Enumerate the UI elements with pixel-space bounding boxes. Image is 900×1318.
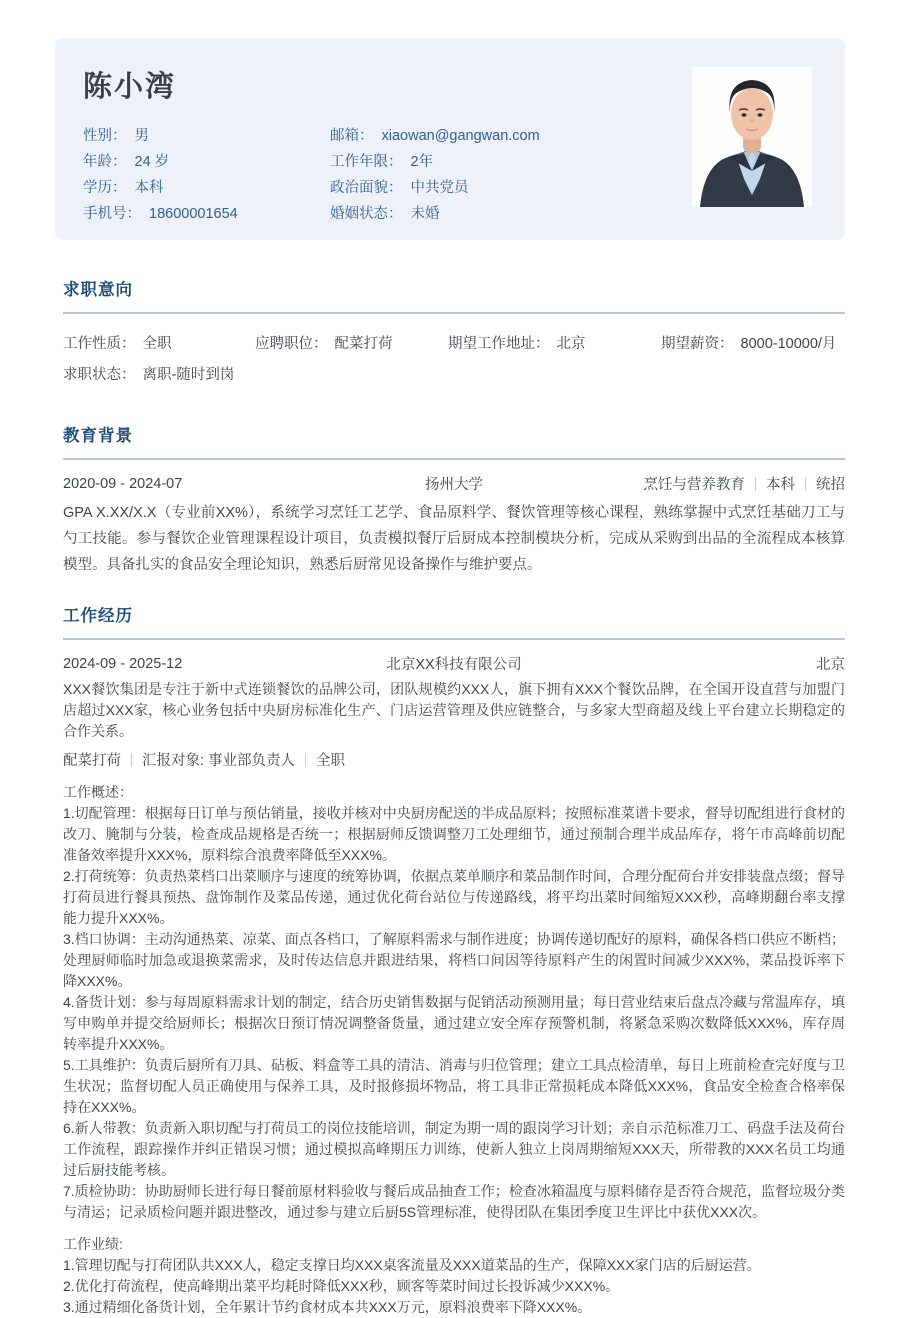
duty-item: 4.备货计划：参与每周原料需求计划的制定，结合历史销售数据与促销活动预测用量；每日营业结束后盘点冷藏与常温库存，填写申购单并提交给厨师长；根据次日预订情况调整备货量，通过建立安全库存预警机制，将紧急采购次数降低XXX%，库存周转率提升XXX%。: [63, 994, 845, 1052]
field-target-position: 应聘职位： 配菜打荷: [255, 336, 393, 352]
achievement-item: 1.管理切配与打荷团队共XXX人，稳定支撑日均XXX桌客流量及XXX道菜品的生产，保障XXX家门店的后厨运营。: [63, 1257, 761, 1273]
field-expected-location: 期望工作地址： 北京: [448, 336, 586, 352]
duty-item: 2.打荷统筹：负责热菜档口出菜顺序与速度的统筹协调，依据点菜单顺序和菜品制作时间，合理分配荷台并安排装盘点缀；督导打荷员进行餐具预热、盘饰制作及菜品传递，通过优化荷台站位与传递路线，将平均出菜时间缩短XXX秒，高峰期翻台率支撑能力提升XXX%。: [63, 868, 845, 926]
resume-body: [63, 276, 845, 1318]
education-major: 烹饪与营养教育: [643, 477, 745, 493]
field-work-years: 工作年限： 2年: [330, 154, 434, 170]
work-overview-label: 工作概述：: [63, 784, 133, 800]
duty-item: 3.档口协调：主动沟通热菜、凉菜、面点各档口，了解原料需求与制作进度；协调传递切配好的原料，确保各档口供应不断档；处理厨师临时加急或退换菜需求，及时传达信息并跟进结果，将档口间因等待原料产生的闲置时间减少XXX%，菜品投诉率下降XXX%。: [63, 931, 845, 989]
achievement-item: 2.优化打荷流程，使高峰期出菜平均耗时降低XXX秒，顾客等菜时间过长投诉减少XXX%。: [63, 1278, 620, 1294]
candidate-name: 陈小湾: [83, 71, 177, 103]
personal-info-column-left: [83, 123, 330, 227]
separator: [805, 477, 806, 491]
duty-item: 5.工具维护：负责后厨所有刀具、砧板、料盒等工具的清洁、消毒与归位管理；建立工具点检清单，每日上班前检查完好度与卫生状况；监督切配人员正确使用与保养工具，及时报修损坏物品，将工具非正常损耗成本降低XXX%，食品安全检查合格率保持在XXX%。: [63, 1057, 845, 1115]
field-marital-status: 婚姻状态： 未婚: [330, 206, 440, 222]
position-title: 配菜打荷: [63, 753, 121, 769]
education-entry-header: [63, 473, 845, 494]
education-school: 扬州大学: [425, 477, 483, 493]
field-gender: 性别： 男: [83, 128, 149, 144]
resume-header-card: [55, 38, 845, 240]
duty-item: 7.质检协助：协助厨师长进行每日餐前原材料验收与餐后成品抽查工作；检查冰箱温度与原料储存是否符合规范，监督垃圾分类与清运；记录质检问题并跟进整改，通过参与建立后厨5S管理标准，使得团队在集团季度卫生评比中获优XXX次。: [63, 1183, 845, 1220]
separator: [305, 753, 306, 767]
education-meta: [644, 473, 846, 494]
field-political-status: 政治面貌： 中共党员: [330, 180, 469, 196]
field-job-status: 求职状态： 离职-随时到岗: [63, 367, 235, 383]
work-entry-header: [63, 653, 845, 674]
report-to: 汇报对象: 事业部负责人: [142, 753, 296, 769]
job-type: 全职: [316, 753, 346, 769]
work-achievement-label: 工作业绩:: [63, 1236, 123, 1252]
field-job-nature: 工作性质： 全职: [63, 336, 172, 352]
profile-photo: [692, 67, 812, 207]
field-email: 邮箱： xiaowan@gangwan.com: [330, 128, 540, 144]
education-description: GPA X.XX/X.X（专业前XX%），系统学习烹饪工艺学、食品原料学、餐饮管理等核心课程，熟练掌握中式烹饪基础刀工与勺工技能。参与餐饮企业管理课程设计项目，负责模拟餐厅后厨成本控制模块分析，完成从采购到出品的全流程成本核算模型。具备扎实的食品安全理论知识，熟悉后厨常见设备操作与维护要点。: [63, 505, 845, 573]
education-period: 2020-09 - 2024-07: [63, 475, 183, 492]
education-admission-type: 统招: [816, 477, 845, 493]
section-divider: [63, 312, 845, 314]
field-education-level: 学历： 本科: [83, 180, 164, 196]
achievement-item: 3.通过精细化备货计划，全年累计节约食材成本共XXX万元，原料浪费率下降XXX%。: [63, 1299, 592, 1315]
separator: [755, 477, 756, 491]
section-title-work-experience: 工作经历: [63, 607, 133, 625]
field-phone: 手机号： 18600001654: [83, 206, 238, 222]
separator: [131, 753, 132, 767]
work-period: 2024-09 - 2025-12: [63, 655, 183, 672]
position-line: [63, 749, 845, 770]
section-title-job-intention: 求职意向: [63, 281, 133, 299]
field-expected-salary: 期望薪资： 8000-10000/月: [661, 336, 837, 352]
company-intro: XXX餐饮集团是专注于新中式连锁餐饮的品牌公司，团队规模约XXX人，旗下拥有XXX个餐饮品牌，在全国开设直营与加盟门店超过XXX家，核心业务包括中央厨房标准化生产、门店运营管理及供应链整合，与多家大型商超及线上平台建立长期稳定的合作关系。: [63, 681, 845, 739]
duty-item: 1.切配管理：根据每日订单与预估销量，接收并核对中央厨房配送的半成品原料；按照标准菜谱卡要求，督导切配组进行食材的改刀、腌制与分装，检查成品规格是否统一；根据厨师反馈调整刀工处理细节，通过预制合理半成品库存，将午市高峰前切配准备效率提升XXX%，原料综合浪费率降低至XXX%。: [63, 805, 845, 863]
job-intention-row-1: [63, 332, 845, 353]
education-degree: 本科: [766, 477, 795, 493]
field-age: 年龄： 24 岁: [83, 154, 170, 170]
section-divider: [63, 638, 845, 640]
section-title-education: 教育背景: [63, 427, 133, 445]
work-company: 北京XX科技有限公司: [386, 657, 522, 673]
portrait-illustration: [692, 67, 812, 207]
section-divider: [63, 458, 845, 460]
work-location: 北京: [816, 657, 845, 673]
duty-item: 6.新人带教：负责新入职切配与打荷员工的岗位技能培训，制定为期一周的跟岗学习计划；亲自示范标准刀工、码盘手法及荷台工作流程，跟踪操作并纠正错误习惯；通过模拟高峰期压力训练，使新人独立上岗周期缩短XXX天，所带教的XXX名员工均通过后厨技能考核。: [63, 1120, 845, 1178]
